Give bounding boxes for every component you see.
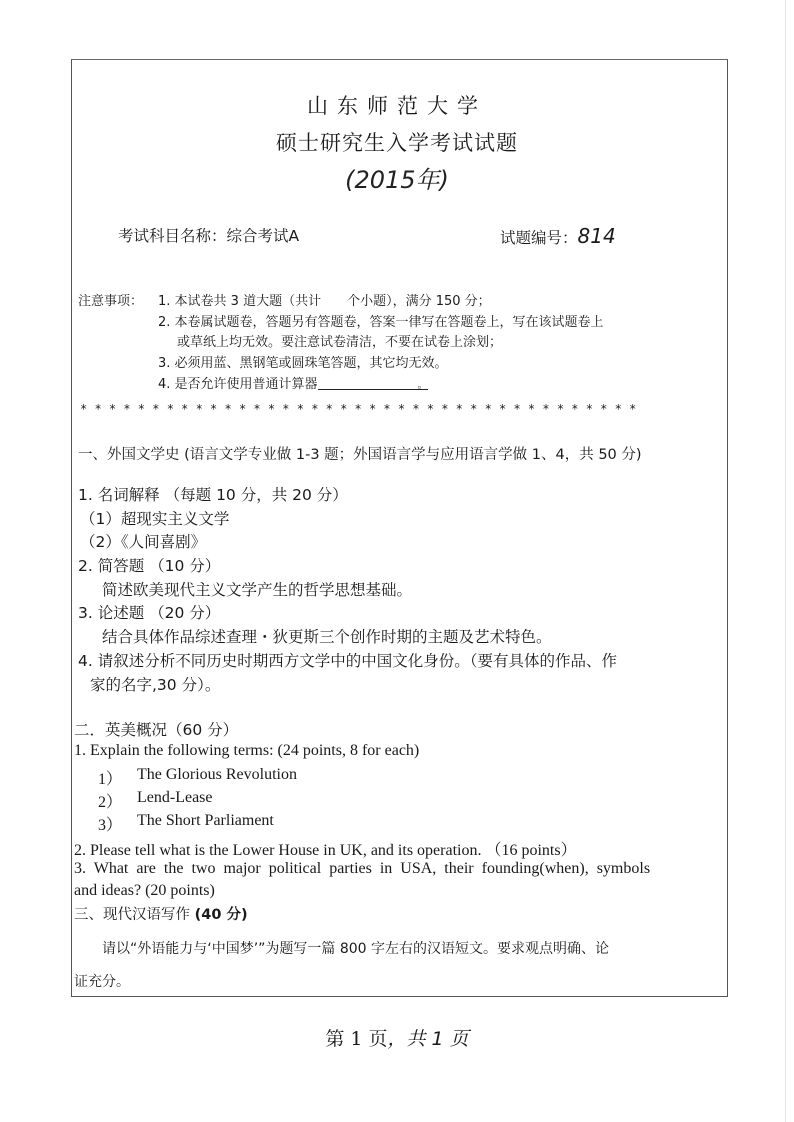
section3-body-cont: 证充分。 <box>74 974 130 990</box>
subject-name: 考试科目名称：综合考试A <box>118 227 300 245</box>
section2-q1-item-1-num: 1） <box>98 771 123 788</box>
section1-q1-item-2: （2）《人间喜剧》 <box>80 533 207 551</box>
section2-q1: 1. Explain the following terms: (24 points, 8 for each) <box>74 742 420 759</box>
section1-q1: 1. 名词解释 （每题 10 分，共 20 分） <box>78 486 348 504</box>
section1-heading: 一、外国文学史 (语言文学专业做 1-3 题；外国语言学与应用语言学做 1、4，共 50 分) <box>78 447 642 463</box>
section1-q2: 2. 简答题 （10 分） <box>78 557 221 575</box>
section2-heading: 二．英美概况（60 分） <box>74 721 239 739</box>
calculator-answer-blank: 。 <box>318 375 428 390</box>
section2-q3-cont: and ideas? (20 points) <box>74 882 215 899</box>
section2-q1-item-2: Lend-Lease <box>137 789 213 806</box>
note-item-4-text: 4. 是否允许使用普通计算器 <box>158 377 318 392</box>
exam-year-handwritten: (2015年) <box>345 166 449 194</box>
section2-q1-item-2-num: 2） <box>98 794 123 811</box>
section3-body: 请以“外语能力与‘中国梦’”为题写一篇 800 字左右的汉语短文。要求观点明确、论 <box>102 941 610 957</box>
exam-title: 硕士研究生入学考试试题 <box>276 131 518 155</box>
section3-points: (40 分) <box>194 907 248 923</box>
section1-q4: 4. 请叙述分析不同历史时期西方文学中的中国文化身份。（要有具体的作品、作 <box>78 652 617 670</box>
section1-q3-body: 结合具体作品综述查理・狄更斯三个创作时期的主题及艺术特色。 <box>102 628 552 646</box>
note-item-2: 2. 本卷属试题卷，答题另有答题卷，答案一律写在答题卷上，写在该试题卷上 <box>158 315 604 330</box>
note-item-4 <box>158 375 428 395</box>
university-name: 山东师范大学 <box>307 94 487 118</box>
note-item-3: 3. 必须用蓝、黑钢笔或圆珠笔答题，其它均无效。 <box>158 356 448 371</box>
page-number-printed: 第 1 页 <box>325 1028 388 1050</box>
note-item-1: 1. 本试卷共 3 道大题（共计 个小题），满分 150 分； <box>158 294 491 309</box>
section2-q1-item-1: The Glorious Revolution <box>137 766 297 783</box>
page-number <box>0 1024 794 1051</box>
section1-q4-cont: 家的名字,30 分）。 <box>90 676 221 694</box>
section3-title: 三、现代汉语写作 <box>74 907 190 923</box>
section2-q2: 2. Please tell what is the Lower House in UK, and its operation. （16 points） <box>74 842 577 859</box>
note-item-2-cont: 或草纸上均无效。要注意试卷清洁，不要在试卷上涂划； <box>177 335 503 350</box>
page-total-handwritten: ，共 1 页 <box>387 1028 469 1050</box>
section3-heading <box>74 903 248 924</box>
exam-code-value: 814 <box>577 224 616 248</box>
section2-q1-item-3-num: 3） <box>98 817 123 834</box>
exam-code-label: 试题编号： <box>500 229 578 247</box>
section2-q1-item-3: The Short Parliament <box>137 812 274 829</box>
section1-q1-item-1: （1）超现实主义文学 <box>80 510 230 528</box>
notes-label: 注意事项： <box>78 294 144 309</box>
separator-stars: * * * * * * * * * * * * * * * * * * * * * * * * * * * * * * * * * * * * * * * <box>80 402 637 416</box>
section1-q3: 3. 论述题 （20 分） <box>78 604 221 622</box>
section1-q2-body: 简述欧美现代主义文学产生的哲学思想基础。 <box>102 581 413 599</box>
exam-code <box>500 224 616 248</box>
section2-q3: 3. What are the two major political parties in USA, their founding(when), symbols <box>74 860 651 877</box>
